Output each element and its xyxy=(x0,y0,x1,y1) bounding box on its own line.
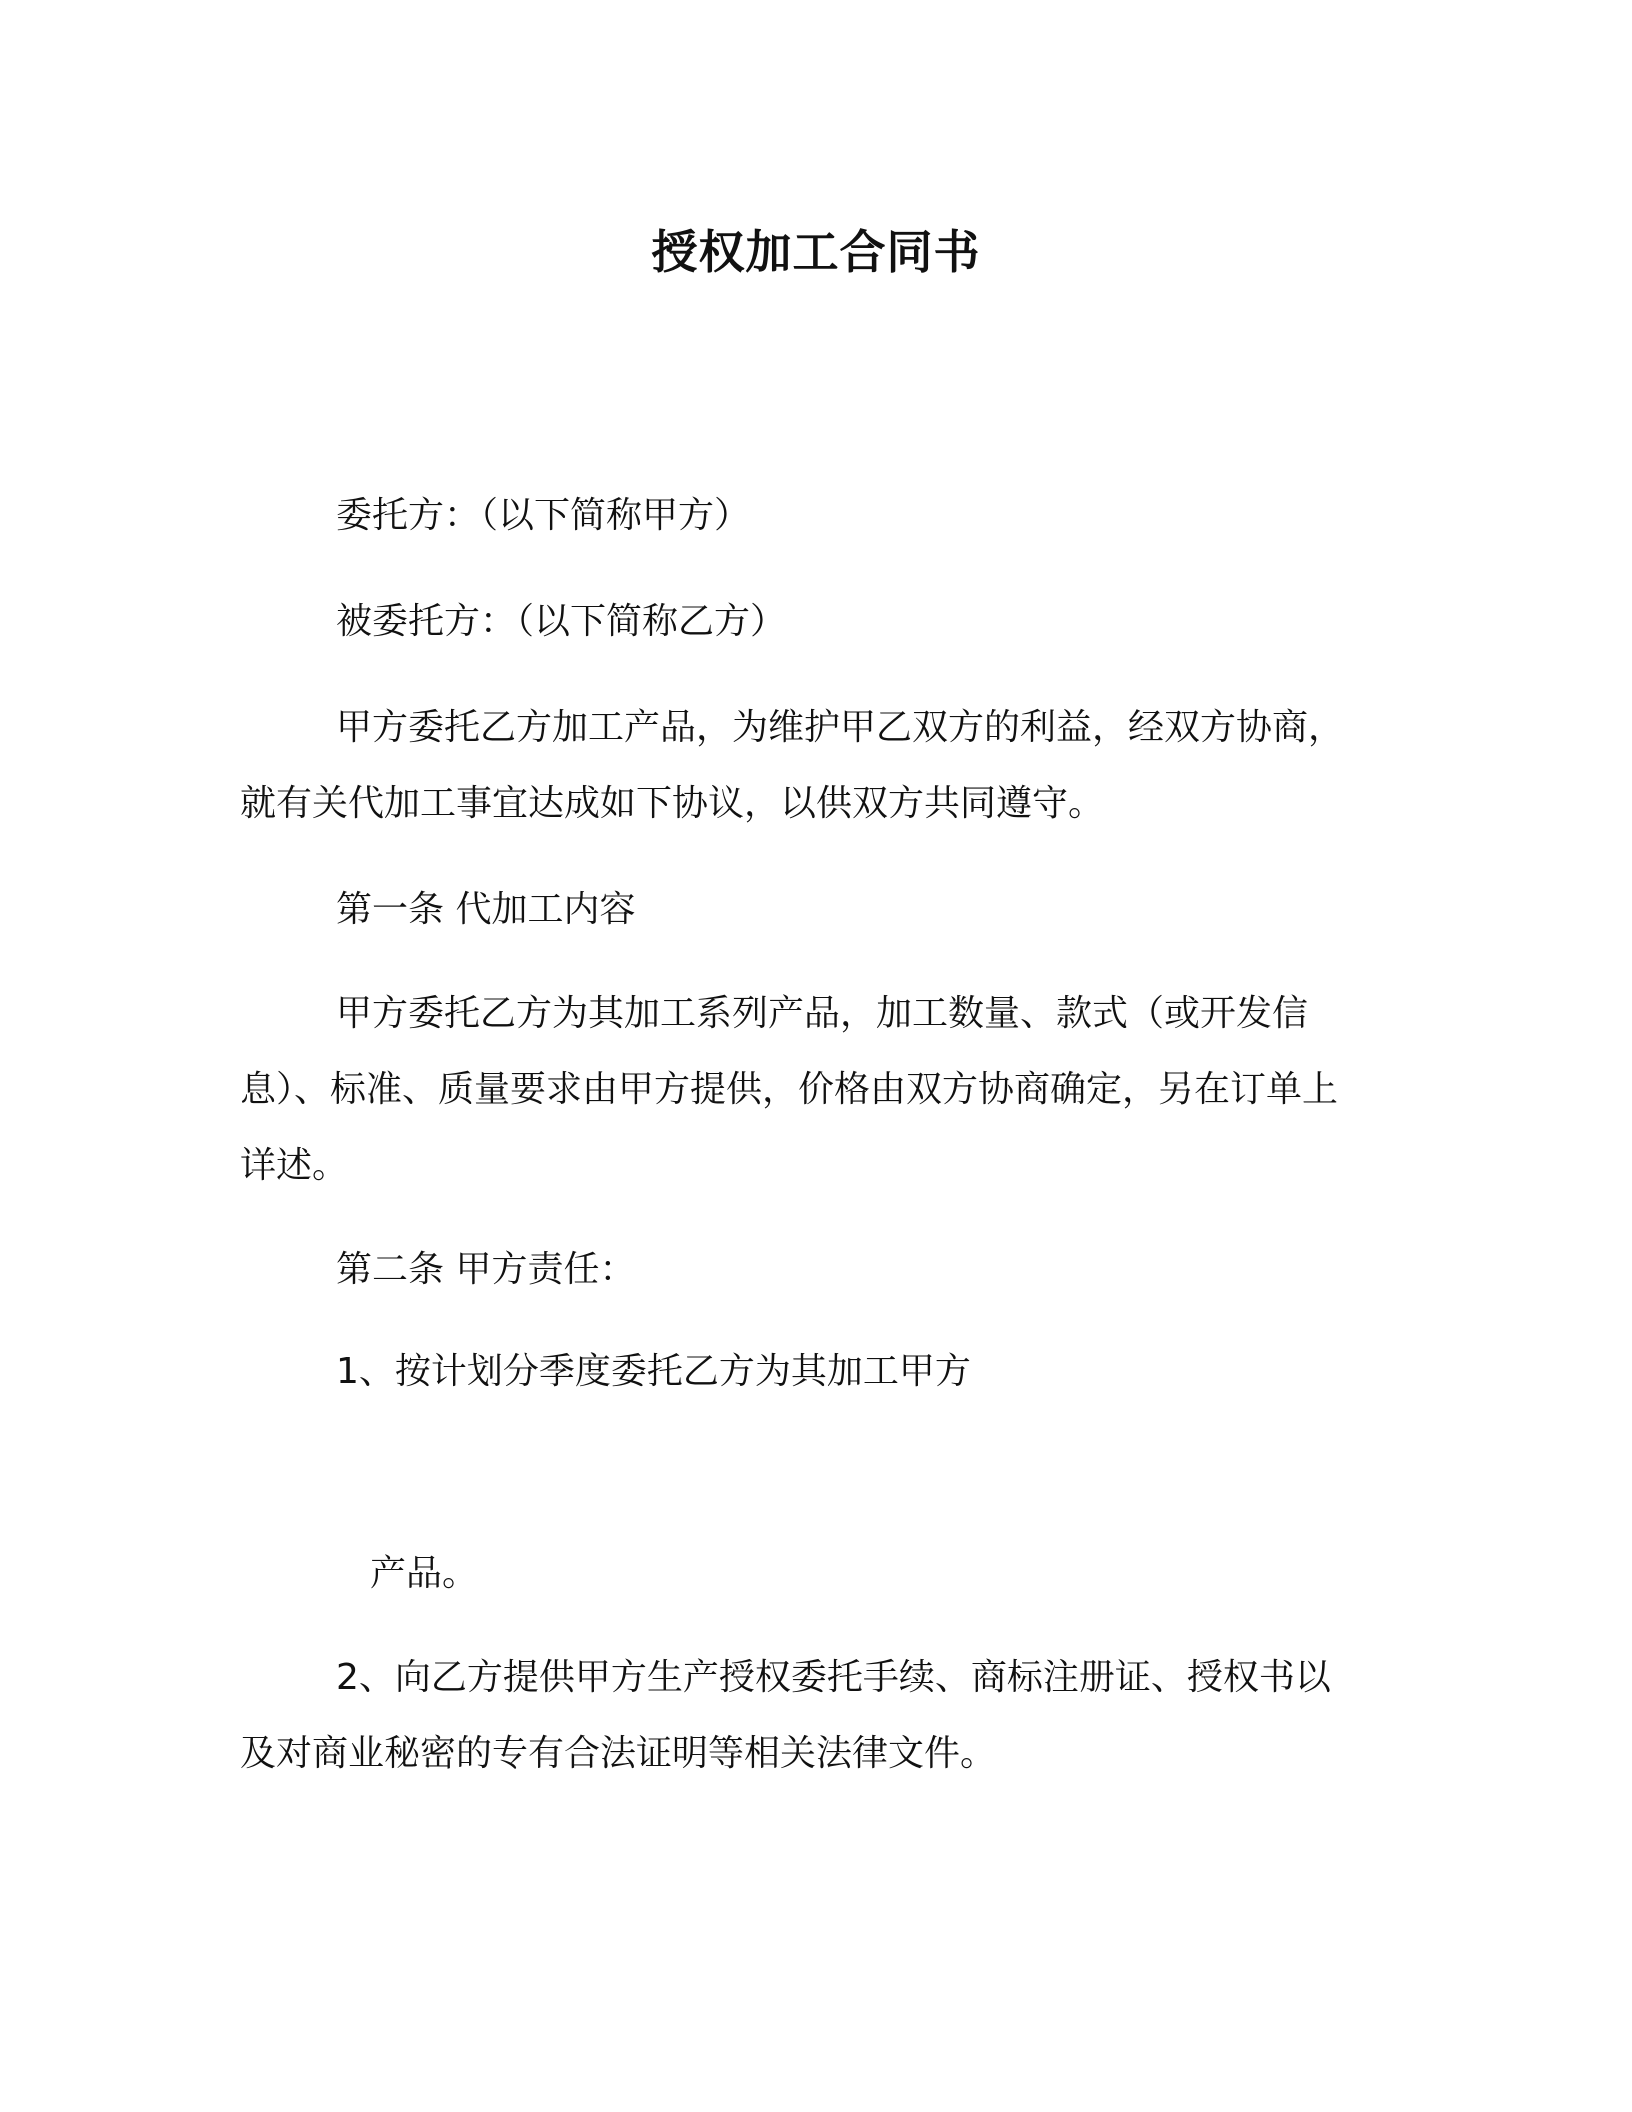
contractor-line: 被委托方：（以下简称乙方） xyxy=(336,601,787,642)
article2-item1: 1、按计划分季度委托乙方为其加工甲方 xyxy=(336,1351,971,1392)
article2-item2: 2、向乙方提供甲方生产授权委托手续、商标注册证、授权书以及对商业秘密的专有合法证明等相关法律文件。 xyxy=(240,1657,1331,1774)
article1-body: 甲方委托乙方为其加工系列产品，加工数量、款式（或开发信息）、标准、质量要求由甲方提供，价格由双方协商确定，另在订单上详述。 xyxy=(240,993,1339,1186)
client-line: 委托方：（以下简称甲方） xyxy=(336,495,751,536)
article2-item1-tail: 产品。 xyxy=(370,1553,479,1594)
article1-heading: 第一条 代加工内容 xyxy=(336,889,636,930)
preamble-paragraph: 甲方委托乙方加工产品，为维护甲乙双方的利益，经双方协商，就有关代加工事宜达成如下协议，以供双方共同遵守。 xyxy=(240,707,1345,824)
document-title: 授权加工合同书 xyxy=(651,225,981,279)
article2-heading: 第二条 甲方责任： xyxy=(336,1249,636,1290)
